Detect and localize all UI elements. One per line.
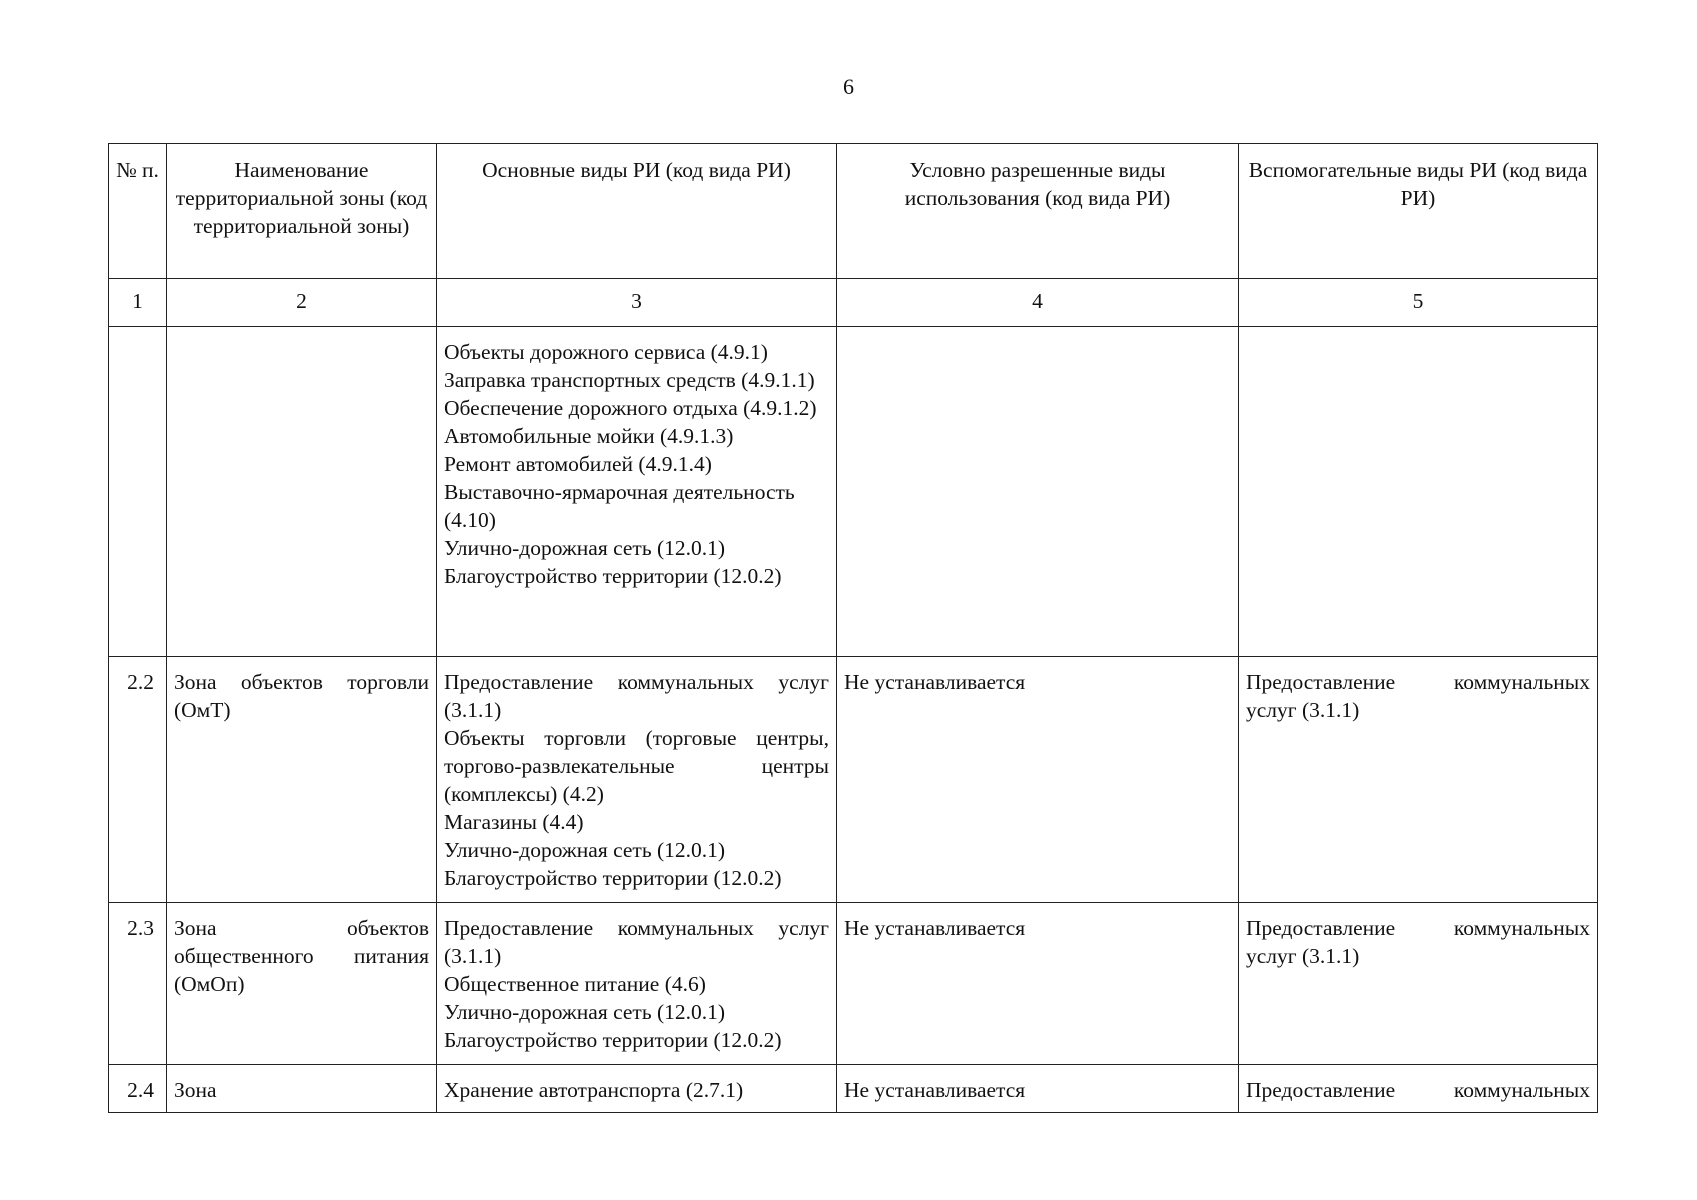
main-uses-cell: [437, 903, 837, 1065]
conditional-uses-cell: Не устанавливается: [837, 1065, 1239, 1113]
table-row: [109, 903, 1598, 1065]
table-row: [109, 1065, 1598, 1113]
main-uses-cell: [437, 657, 837, 903]
conditional-uses-cell: Не устанавливается: [837, 657, 1239, 903]
header-zone-name: Наименование территориальной зоны (код территориальной зоны): [167, 144, 437, 279]
conditional-uses-cell: [837, 327, 1239, 657]
row-number: [109, 327, 167, 657]
zone-name: Зона: [167, 1065, 437, 1113]
main-use-item: Заправка транспортных средств (4.9.1.1): [444, 368, 815, 392]
column-number: 2: [167, 279, 437, 327]
column-number: 1: [109, 279, 167, 327]
page-number: 6: [843, 74, 854, 99]
header-number: № п.: [109, 144, 167, 279]
zone-name: Зона объектов общественного питания (ОмОп): [167, 903, 437, 1065]
column-number: 5: [1239, 279, 1598, 327]
main-use-item: Обеспечение дорожного отдыха (4.9.1.2): [444, 396, 817, 420]
table-header-row: [109, 144, 1598, 279]
header-conditional-uses: Условно разрешенные виды использования (код вида РИ): [837, 144, 1239, 279]
main-use-item: Общественное питание (4.6): [444, 972, 706, 996]
main-use-item: Благоустройство территории (12.0.2): [444, 866, 782, 890]
main-use-item: Ремонт автомобилей (4.9.1.4): [444, 452, 712, 476]
main-uses-cell: [437, 327, 837, 657]
main-use-item: Объекты торговли (торговые центры, торгово-развлекательные центры (комплексы) (4.2): [444, 726, 829, 806]
table-row: [109, 657, 1598, 903]
header-main-uses: Основные виды РИ (код вида РИ): [437, 144, 837, 279]
auxiliary-uses-cell: [1239, 327, 1598, 657]
auxiliary-use-item: Предоставление коммунальных: [1246, 1078, 1590, 1102]
main-use-item: Благоустройство территории (12.0.2): [444, 564, 782, 588]
zone-name: [167, 327, 437, 657]
main-use-item: Автомобильные мойки (4.9.1.3): [444, 424, 734, 448]
main-use-item: Предоставление коммунальных услуг (3.1.1): [444, 916, 829, 968]
main-use-item: Предоставление коммунальных услуг (3.1.1): [444, 670, 829, 722]
zoning-table: [108, 143, 1598, 1113]
row-number: 2.3: [109, 903, 167, 1065]
main-use-item: Улично-дорожная сеть (12.0.1): [444, 1000, 726, 1024]
main-uses-cell: [437, 1065, 837, 1113]
table-row: [109, 327, 1598, 657]
main-use-item: Хранение автотранспорта (2.7.1): [444, 1078, 744, 1102]
column-number-row: [109, 279, 1598, 327]
row-number: 2.4: [109, 1065, 167, 1113]
main-use-item: Улично-дорожная сеть (12.0.1): [444, 536, 726, 560]
main-use-item: Объекты дорожного сервиса (4.9.1): [444, 340, 768, 364]
column-number: 4: [837, 279, 1239, 327]
zone-name: Зона объектов торговли (ОмТ): [167, 657, 437, 903]
main-use-item: Благоустройство территории (12.0.2): [444, 1028, 782, 1052]
auxiliary-uses-cell: Предоставление коммунальных услуг (3.1.1): [1239, 903, 1598, 1065]
column-number: 3: [437, 279, 837, 327]
auxiliary-uses-cell: [1239, 1065, 1598, 1113]
row-number: 2.2: [109, 657, 167, 903]
main-use-item: Выставочно-ярмарочная деятельность (4.10): [444, 480, 795, 532]
conditional-uses-cell: Не устанавливается: [837, 903, 1239, 1065]
auxiliary-uses-cell: Предоставление коммунальных услуг (3.1.1): [1239, 657, 1598, 903]
header-auxiliary-uses: Вспомогательные виды РИ (код вида РИ): [1239, 144, 1598, 279]
main-use-item: Магазины (4.4): [444, 810, 584, 834]
main-use-item: Улично-дорожная сеть (12.0.1): [444, 838, 726, 862]
